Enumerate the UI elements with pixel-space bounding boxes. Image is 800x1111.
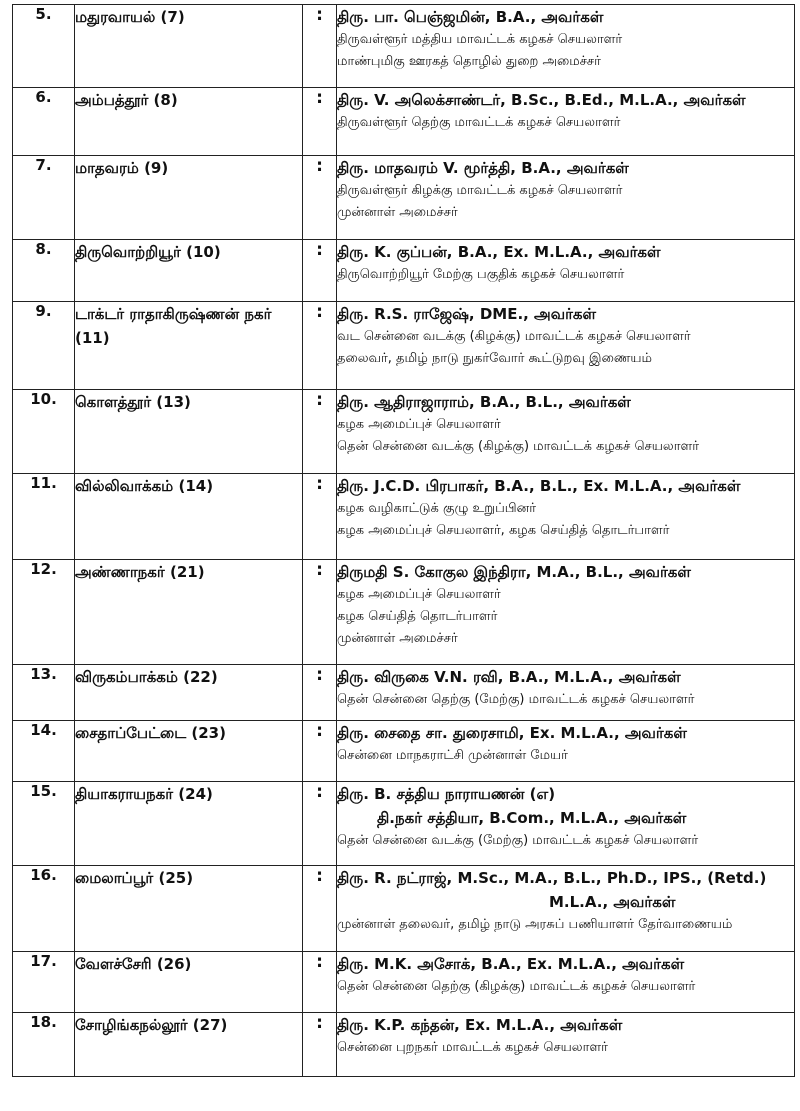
table-row <box>13 866 795 952</box>
candidate-details <box>337 156 795 240</box>
candidate-designation: கழக அமைப்புச் செயலாளர் <box>337 587 501 602</box>
candidate-details <box>337 240 795 302</box>
candidate-name: திரு. K.P. கந்தன், Ex. M.L.A., அவர்கள் <box>337 1016 623 1034</box>
serial-number: 7. <box>13 156 75 240</box>
serial-number: 10. <box>13 390 75 474</box>
table-row <box>13 782 795 866</box>
table-row <box>13 474 795 560</box>
candidate-name: திரு. K. குப்பன், B.A., Ex. M.L.A., அவர்கள் <box>337 243 661 261</box>
table-row <box>13 156 795 240</box>
constituency-name: தியாகராயநகர் (24) <box>75 782 303 866</box>
table-row <box>13 88 795 156</box>
candidate-designation: மாண்புமிகு ஊரகத் தொழில் துறை அமைச்சர் <box>337 54 601 69</box>
serial-number: 6. <box>13 88 75 156</box>
candidate-details <box>337 5 795 88</box>
constituency-name: அம்பத்தூர் (8) <box>75 88 303 156</box>
candidate-designation: திருவள்ளூர் கிழக்கு மாவட்டக் கழகச் செயலாளர் <box>337 183 623 198</box>
candidate-designation: சென்னை புறநகர் மாவட்டக் கழகச் செயலாளர் <box>337 1040 608 1055</box>
separator-colon: : <box>303 1013 337 1077</box>
table-row <box>13 390 795 474</box>
table-row <box>13 240 795 302</box>
candidate-name: திருமதி S. கோகுல இந்திரா, M.A., B.L., அவர்கள் <box>337 563 691 581</box>
serial-number: 13. <box>13 665 75 721</box>
table-row <box>13 721 795 782</box>
table-row <box>13 1013 795 1077</box>
serial-number: 18. <box>13 1013 75 1077</box>
table-row <box>13 5 795 88</box>
candidate-designation: தென் சென்னை வடக்கு (கிழக்கு) மாவட்டக் கழகச் செயலாளர் <box>337 439 700 454</box>
candidate-name: திரு. B. சத்திய நாராயணன் (எ) <box>337 785 556 803</box>
candidate-designation: கழக வழிகாட்டுக் குழு உறுப்பினர் <box>337 501 537 516</box>
candidate-name: திரு. M.K. அசோக், B.A., Ex. M.L.A., அவர்கள் <box>337 955 685 973</box>
candidate-details <box>337 88 795 156</box>
candidate-designation: தென் சென்னை தெற்கு (கிழக்கு) மாவட்டக் கழகச் செயலாளர் <box>337 979 696 994</box>
candidate-designation: சென்னை மாநகராட்சி முன்னாள் மேயர் <box>337 748 568 763</box>
candidate-designation: முன்னாள் அமைச்சர் <box>337 205 458 220</box>
separator-colon: : <box>303 88 337 156</box>
candidate-name: திரு. சைதை சா. துரைசாமி, Ex. M.L.A., அவர்கள் <box>337 724 687 742</box>
candidate-details <box>337 390 795 474</box>
separator-colon: : <box>303 782 337 866</box>
candidate-name-continued: M.L.A., அவர்கள் <box>549 893 676 911</box>
candidate-designation: தென் சென்னை வடக்கு (மேற்கு) மாவட்டக் கழகச் செயலாளர் <box>337 833 699 848</box>
separator-colon: : <box>303 665 337 721</box>
candidate-name: திரு. மாதவரம் V. மூர்த்தி, B.A., அவர்கள் <box>337 159 629 177</box>
separator-colon: : <box>303 240 337 302</box>
constituency-name: மாதவரம் (9) <box>75 156 303 240</box>
constituency-name: மதுரவாயல் (7) <box>75 5 303 88</box>
constituency-name: விருகம்பாக்கம் (22) <box>75 665 303 721</box>
table-row <box>13 665 795 721</box>
candidate-designation: கழக அமைப்புச் செயலாளர், கழக செய்தித் தொடர்பாளர் <box>337 523 670 538</box>
separator-colon: : <box>303 866 337 952</box>
candidate-details <box>337 474 795 560</box>
candidate-designation: கழக அமைப்புச் செயலாளர் <box>337 417 501 432</box>
serial-number: 12. <box>13 560 75 665</box>
serial-number: 17. <box>13 952 75 1013</box>
table-row <box>13 952 795 1013</box>
candidate-name: திரு. V. அலெக்சாண்டர், B.Sc., B.Ed., M.L.A., அவர்கள் <box>337 91 746 109</box>
constituency-name: சோழிங்கநல்லூர் (27) <box>75 1013 303 1077</box>
candidate-name: திரு. J.C.D. பிரபாகர், B.A., B.L., Ex. M.L.A., அவர்கள் <box>337 477 741 495</box>
serial-number: 5. <box>13 5 75 88</box>
candidate-designation: தென் சென்னை தெற்கு (மேற்கு) மாவட்டக் கழகச் செயலாளர் <box>337 692 695 707</box>
candidate-designation: திருவொற்றியூர் மேற்கு பகுதிக் கழகச் செயலாளர் <box>337 267 625 282</box>
constituency-name: வில்லிவாக்கம் (14) <box>75 474 303 560</box>
separator-colon: : <box>303 5 337 88</box>
candidate-name: திரு. ஆதிராஜாராம், B.A., B.L., அவர்கள் <box>337 393 631 411</box>
candidate-details <box>337 952 795 1013</box>
separator-colon: : <box>303 156 337 240</box>
candidate-designation: திருவள்ளூர் தெற்கு மாவட்டக் கழகச் செயலாளர் <box>337 115 621 130</box>
candidate-designation: கழக செய்தித் தொடர்பாளர் <box>337 609 498 624</box>
candidate-name-continued: தி.நகர் சத்தியா, B.Com., M.L.A., அவர்கள் <box>377 809 687 827</box>
constituency-name: சைதாப்பேட்டை (23) <box>75 721 303 782</box>
separator-colon: : <box>303 721 337 782</box>
candidate-designation: முன்னாள் தலைவர், தமிழ் நாடு அரசுப் பணியாளர் தேர்வாணையம் <box>337 917 733 932</box>
table-row <box>13 302 795 390</box>
candidate-details <box>337 782 795 866</box>
separator-colon: : <box>303 474 337 560</box>
candidate-details <box>337 1013 795 1077</box>
candidate-name: திரு. R. நட்ராஜ், M.Sc., M.A., B.L., Ph.D., IPS., (Retd.) <box>337 869 767 887</box>
candidate-name: திரு. விருகை V.N. ரவி, B.A., M.L.A., அவர்கள் <box>337 668 681 686</box>
candidate-designation: வட சென்னை வடக்கு (கிழக்கு) மாவட்டக் கழகச் செயலாளர் <box>337 329 691 344</box>
separator-colon: : <box>303 302 337 390</box>
candidate-details <box>337 665 795 721</box>
serial-number: 9. <box>13 302 75 390</box>
candidate-designation: தலைவர், தமிழ் நாடு நுகர்வோர் கூட்டுறவு இணையம் <box>337 351 653 366</box>
table-row <box>13 560 795 665</box>
constituency-name: டாக்டர் ராதாகிருஷ்ணன் நகர் (11) <box>75 302 303 390</box>
serial-number: 11. <box>13 474 75 560</box>
candidate-details <box>337 302 795 390</box>
constituency-name: திருவொற்றியூர் (10) <box>75 240 303 302</box>
separator-colon: : <box>303 952 337 1013</box>
candidate-details <box>337 721 795 782</box>
candidate-designation: திருவள்ளூர் மத்திய மாவட்டக் கழகச் செயலாளர் <box>337 32 623 47</box>
separator-colon: : <box>303 390 337 474</box>
constituency-name: வேளச்சேரி (26) <box>75 952 303 1013</box>
candidate-designation: முன்னாள் அமைச்சர் <box>337 631 458 646</box>
candidate-table-body <box>13 5 795 1077</box>
candidate-details <box>337 866 795 952</box>
constituency-name: கொளத்தூர் (13) <box>75 390 303 474</box>
serial-number: 14. <box>13 721 75 782</box>
serial-number: 8. <box>13 240 75 302</box>
constituency-name: மைலாப்பூர் (25) <box>75 866 303 952</box>
constituency-name: அண்ணாநகர் (21) <box>75 560 303 665</box>
candidate-name: திரு. R.S. ராஜேஷ், DME., அவர்கள் <box>337 305 597 323</box>
serial-number: 16. <box>13 866 75 952</box>
candidate-table <box>12 4 795 1077</box>
serial-number: 15. <box>13 782 75 866</box>
candidate-name: திரு. பா. பெஞ்ஜமின், B.A., அவர்கள் <box>337 8 604 26</box>
separator-colon: : <box>303 560 337 665</box>
candidate-details <box>337 560 795 665</box>
